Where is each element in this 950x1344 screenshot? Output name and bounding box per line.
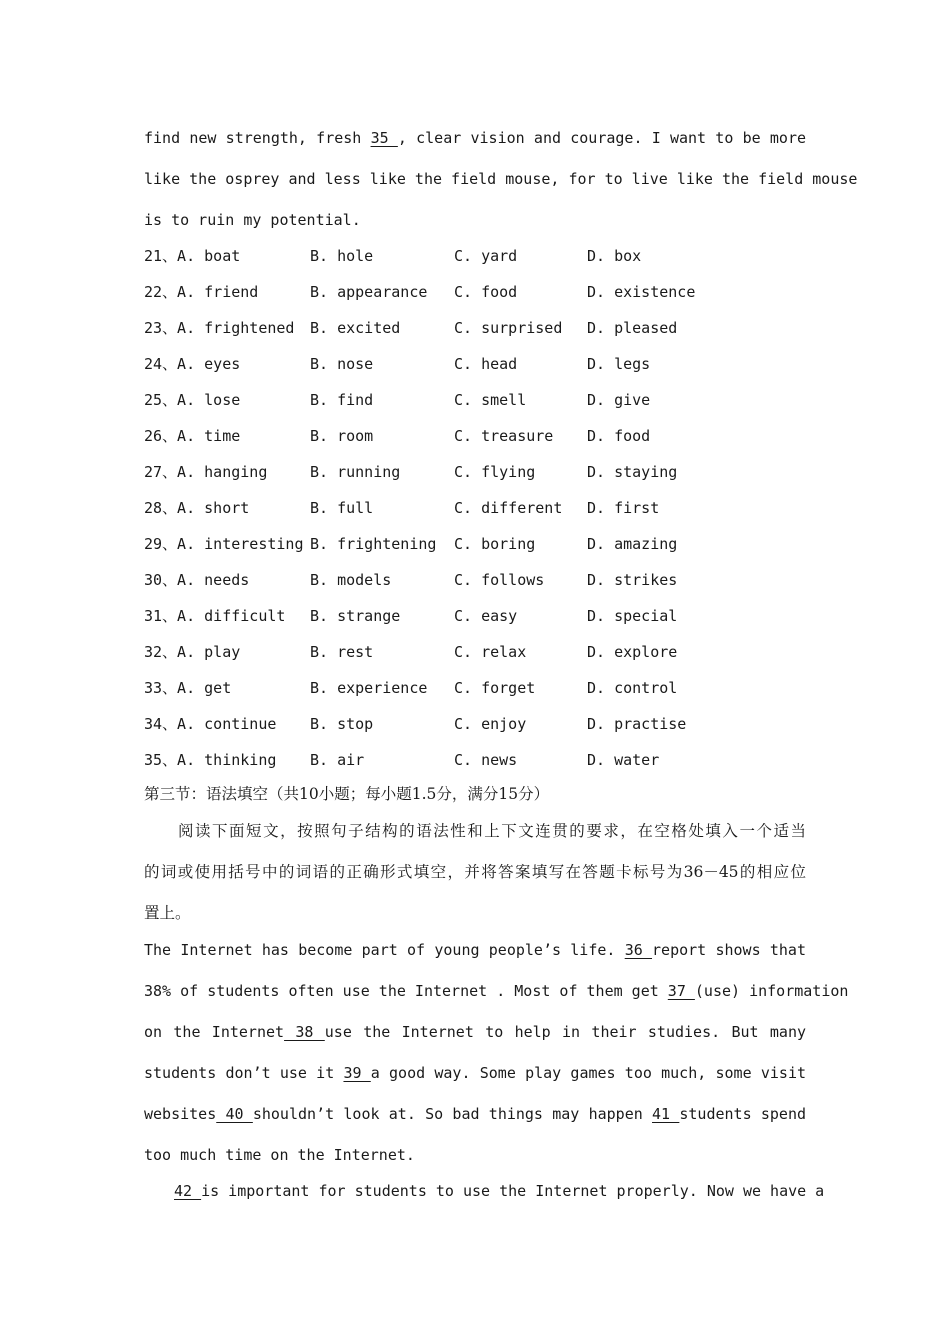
option-d: D. explore	[587, 643, 678, 661]
blank-39: 39	[343, 1064, 371, 1082]
option-b: B. room	[310, 427, 374, 445]
option-c: C. relax	[454, 643, 527, 661]
option-c: C. food	[454, 283, 518, 301]
question-number-option-a: 31、A. difficult	[144, 607, 286, 625]
passage-text: use the Internet to help in their studies. But many	[324, 1023, 807, 1041]
question-row	[144, 354, 806, 374]
question-number-option-a: 32、A. play	[144, 643, 241, 661]
passage-line	[144, 1104, 806, 1124]
question-number-option-a: 22、A. friend	[144, 283, 259, 301]
blank-37: 37	[667, 982, 695, 1000]
question-row	[144, 642, 806, 662]
question-number-option-a: 33、A. get	[144, 679, 232, 697]
passage-line	[174, 1181, 825, 1201]
question-number-option-a: 24、A. eyes	[144, 355, 241, 373]
option-d: D. special	[587, 607, 678, 625]
passage-line	[144, 940, 806, 960]
blank-36: 36	[624, 941, 653, 959]
passage-line	[144, 128, 806, 148]
question-row	[144, 534, 806, 554]
option-d: D. legs	[587, 355, 651, 373]
section-heading: 第三节：语法填空（共10小题；每小题1.5分，满分15分）	[144, 785, 550, 803]
passage-text: students don’t use it	[144, 1064, 344, 1082]
option-c: C. surprised	[454, 319, 563, 337]
passage-text: 38% of students often use the Internet . Most of them get	[144, 982, 668, 1000]
question-row	[144, 246, 806, 266]
option-c: C. head	[454, 355, 518, 373]
instruction-line: 的词或使用括号中的词语的正确形式填空，并将答案填写在答题卡标号为36－45的相应位	[144, 863, 806, 881]
blank-42: 42	[174, 1182, 202, 1200]
option-d: D. strikes	[587, 571, 678, 589]
passage-text: on the Internet	[144, 1023, 285, 1041]
option-c: C. flying	[454, 463, 536, 481]
blank-38: 38	[284, 1023, 325, 1041]
question-row	[144, 678, 806, 698]
question-row	[144, 318, 806, 338]
option-b: B. rest	[310, 643, 374, 661]
blank-41: 41	[652, 1105, 680, 1123]
question-row	[144, 462, 806, 482]
question-number-option-a: 21、A. boat	[144, 247, 241, 265]
option-b: B. running	[310, 463, 401, 481]
question-number-option-a: 26、A. time	[144, 427, 241, 445]
passage-text: report shows that	[652, 941, 806, 959]
passage-line	[144, 981, 849, 1001]
passage-line: like the osprey and less like the field mouse, for to live like the field mouse	[144, 170, 858, 188]
option-b: B. find	[310, 391, 374, 409]
question-number-option-a: 25、A. lose	[144, 391, 241, 409]
passage-text: students spend	[679, 1105, 807, 1123]
question-row	[144, 498, 806, 518]
option-c: C. enjoy	[454, 715, 527, 733]
option-c: C. boring	[454, 535, 536, 553]
question-number-option-a: 28、A. short	[144, 499, 250, 517]
option-b: B. excited	[310, 319, 401, 337]
option-b: B. air	[310, 751, 365, 769]
option-b: B. frightening	[310, 535, 437, 553]
option-d: D. amazing	[587, 535, 678, 553]
passage-text: , clear vision and courage. I want to be more	[397, 129, 807, 147]
question-row	[144, 570, 806, 590]
passage-text: shouldn’t look at. So bad things may happen	[252, 1105, 653, 1123]
option-b: B. models	[310, 571, 392, 589]
passage-text: The Internet has become part of young people’s life.	[144, 941, 625, 959]
question-number-option-a: 35、A. thinking	[144, 751, 277, 769]
passage-text: (use) information	[694, 982, 849, 1000]
question-number-option-a: 29、A. interesting	[144, 535, 304, 553]
option-c: C. yard	[454, 247, 518, 265]
question-row	[144, 606, 806, 626]
option-d: D. water	[587, 751, 660, 769]
option-c: C. follows	[454, 571, 545, 589]
option-b: B. nose	[310, 355, 374, 373]
question-row	[144, 750, 806, 770]
option-b: B. stop	[310, 715, 374, 733]
option-c: C. news	[454, 751, 518, 769]
option-d: D. practise	[587, 715, 687, 733]
question-row	[144, 426, 806, 446]
passage-text: websites	[144, 1105, 217, 1123]
option-d: D. existence	[587, 283, 696, 301]
question-number-option-a: 23、A. frightened	[144, 319, 295, 337]
option-c: C. different	[454, 499, 563, 517]
option-c: C. smell	[454, 391, 527, 409]
option-d: D. staying	[587, 463, 678, 481]
blank-35: 35	[370, 129, 398, 147]
option-b: B. appearance	[310, 283, 428, 301]
question-number-option-a: 30、A. needs	[144, 571, 250, 589]
instruction-line: 阅读下面短文，按照句子结构的语法性和上下文连贯的要求，在空格处填入一个适当	[178, 822, 806, 840]
passage-line: too much time on the Internet.	[144, 1146, 415, 1164]
option-b: B. experience	[310, 679, 428, 697]
option-c: C. easy	[454, 607, 518, 625]
passage-line	[144, 1022, 806, 1042]
passage-text: find new strength, fresh	[144, 129, 371, 147]
question-row	[144, 390, 806, 410]
option-d: D. first	[587, 499, 660, 517]
passage-text: a good way. Some play games too much, some visit	[370, 1064, 806, 1082]
option-d: D. food	[587, 427, 651, 445]
passage-line: is to ruin my potential.	[144, 211, 361, 229]
blank-40: 40	[216, 1105, 253, 1123]
option-b: B. hole	[310, 247, 374, 265]
option-c: C. forget	[454, 679, 536, 697]
option-d: D. give	[587, 391, 651, 409]
option-c: C. treasure	[454, 427, 554, 445]
question-row	[144, 714, 806, 734]
option-d: D. pleased	[587, 319, 678, 337]
option-b: B. strange	[310, 607, 401, 625]
question-number-option-a: 27、A. hanging	[144, 463, 268, 481]
instruction-line: 置上。	[144, 904, 191, 922]
question-row	[144, 282, 806, 302]
passage-text: is important for students to use the Internet properly. Now we have a	[201, 1182, 825, 1200]
passage-line	[144, 1063, 806, 1083]
option-d: D. control	[587, 679, 678, 697]
option-b: B. full	[310, 499, 374, 517]
option-d: D. box	[587, 247, 642, 265]
question-number-option-a: 34、A. continue	[144, 715, 277, 733]
